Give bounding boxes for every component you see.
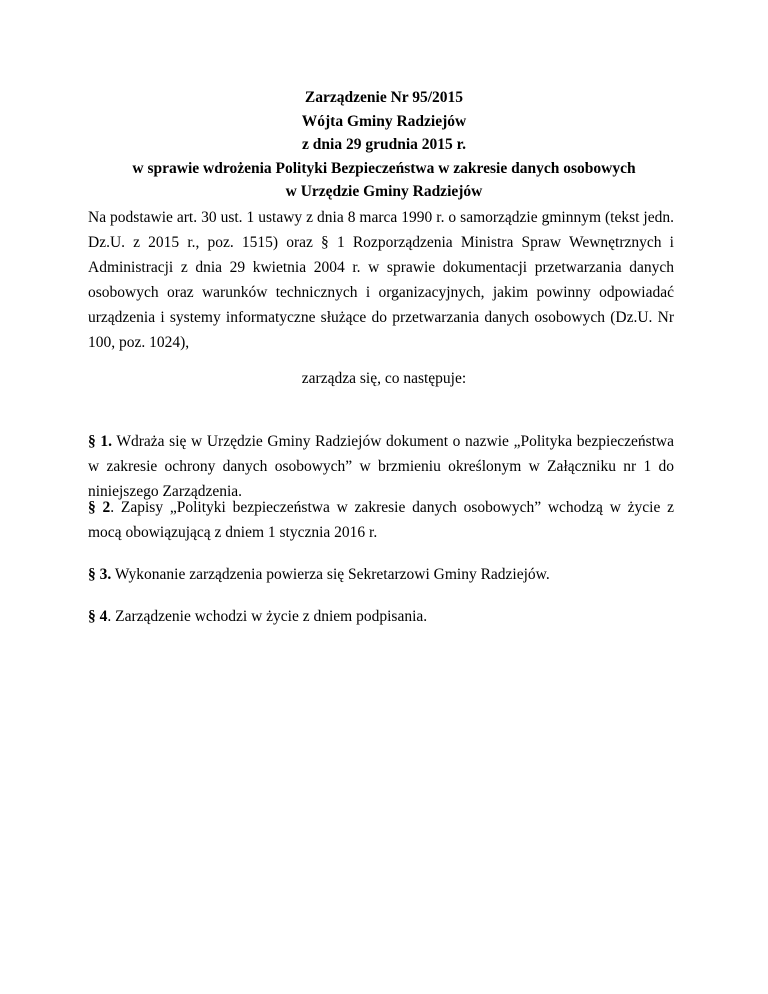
paragraph-text: . Zapisy „Polityki bezpieczeństwa w zakresie danych osobowych” wchodzą w życie z mocą obowiązującą z dniem 1 stycznia 2016 r. <box>88 499 674 541</box>
paragraph-number: § 1. <box>88 433 113 450</box>
paragraph-number: § 3. <box>88 566 112 583</box>
ordinance-number: Zarządzenie Nr 95/2015 <box>304 89 464 106</box>
paragraph-text: Wykonanie zarządzenia powierza się Sekretarzowi Gminy Radziejów. <box>111 566 550 583</box>
issue-date: z dnia 29 grudnia 2015 r. <box>302 136 466 153</box>
subject-line-continued: w Urzędzie Gminy Radziejów <box>285 183 483 200</box>
paragraph-text: . Zarządzenie wchodzi w życie z dniem podpisania. <box>107 608 428 625</box>
document-header <box>0 86 768 204</box>
paragraph-4 <box>88 604 674 629</box>
paragraph-number: § 2 <box>88 499 111 516</box>
paragraph-number: § 4 <box>88 608 108 625</box>
issuer: Wójta Gminy Radziejów <box>301 112 467 130</box>
orders-line: zarządza się, co następuje: <box>301 370 467 387</box>
paragraph-2 <box>88 495 674 545</box>
legal-basis-paragraph: Na podstawie art. 30 ust. 1 ustawy z dnia 8 marca 1990 r. o samorządzie gminnym (tekst jedn. Dz.U. z 2015 r., poz. 1515) oraz § 1 Rozporządzenia Ministra Spraw Wewnętrznych i Administracji z dnia 29 kwietnia 2004 r. w sprawie dokumentacji przetwarzania danych osobowych oraz warunków technicznych i organizacyjnych, jakim powinny odpowiadać urządzenia i systemy informatyczne służące do przetwarzania danych osobowych (Dz.U. Nr 100, poz. 1024), <box>88 209 674 351</box>
paragraph-3 <box>88 562 674 587</box>
subject-line: w sprawie wdrożenia Polityki Bezpieczeństwa w zakresie danych osobowych <box>132 159 636 177</box>
paragraph-text: Wdraża się w Urzędzie Gminy Radziejów dokument o nazwie „Polityka bezpieczeństwa w zakresie ochrony danych osobowych” w brzmieniu określonym w Załączniku nr 1 do niniejszego Zarządzenia. <box>88 433 674 500</box>
paragraph-1 <box>88 429 674 504</box>
